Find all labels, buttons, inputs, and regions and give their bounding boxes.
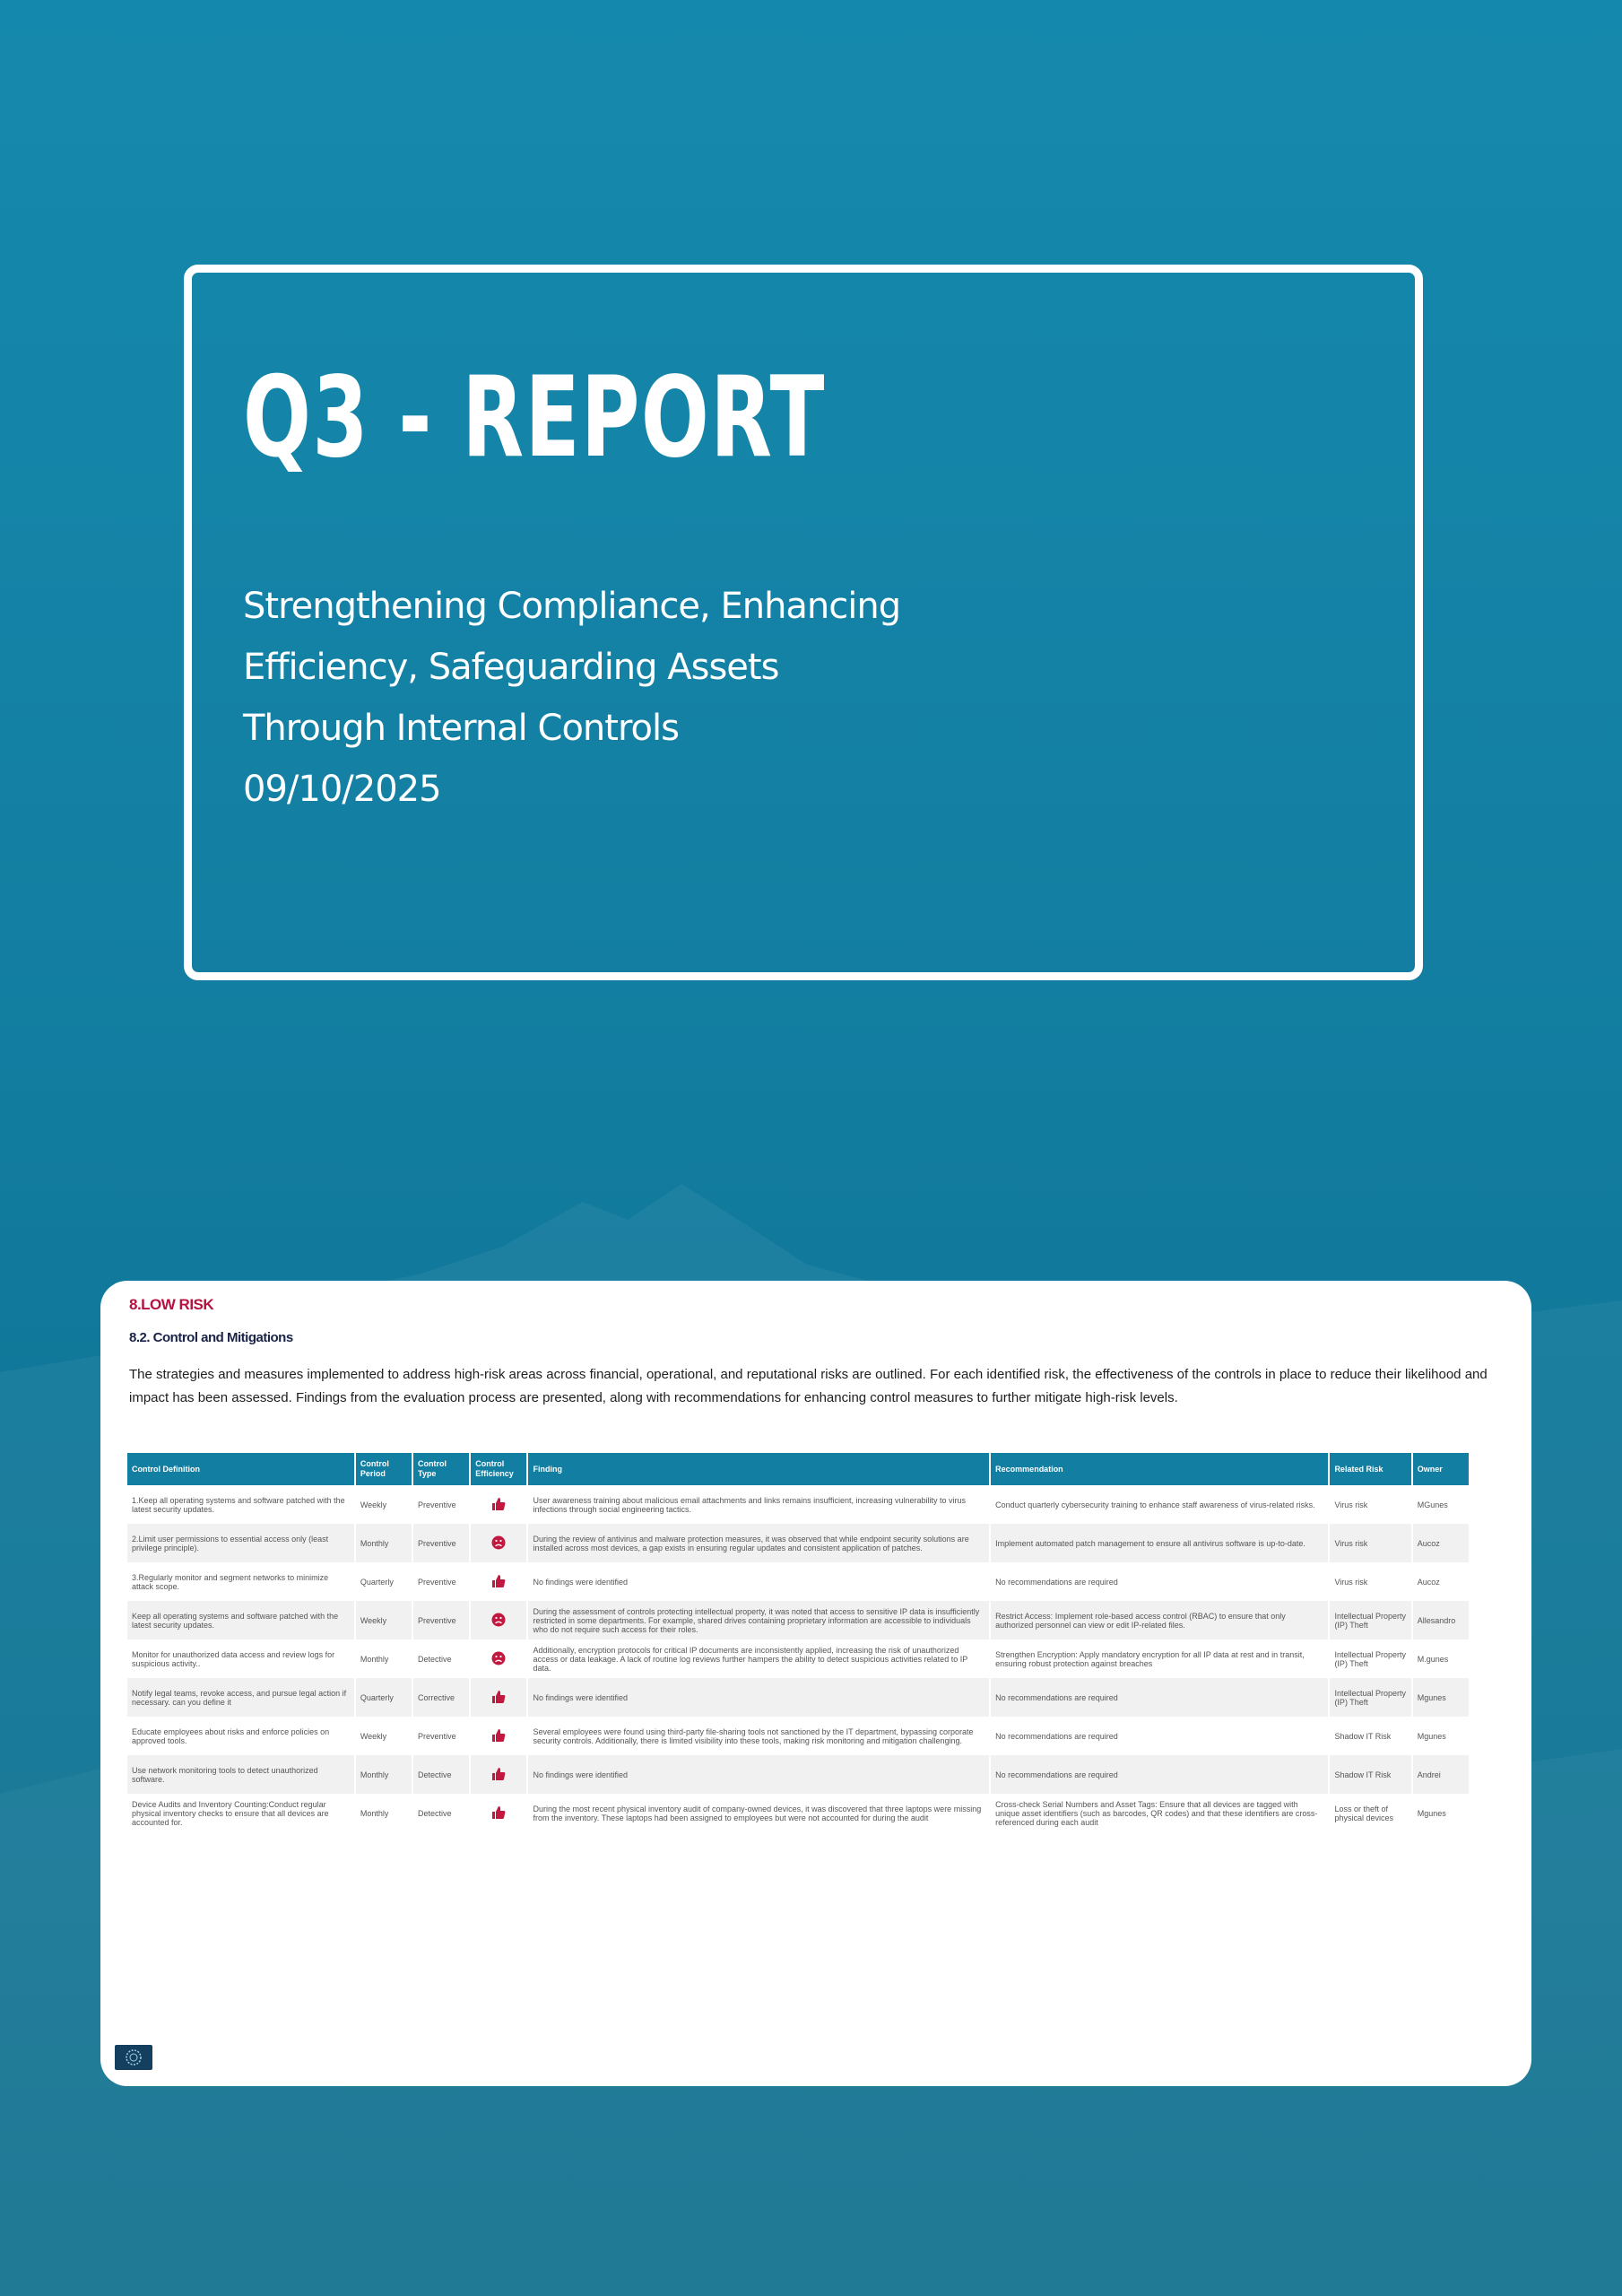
related-risk-cell: Virus risk — [1334, 1577, 1368, 1587]
recommendation-cell: No recommendations are required — [995, 1731, 1118, 1741]
finding-cell: No findings were identified — [533, 1577, 629, 1587]
control-efficiency-cell — [471, 1524, 526, 1562]
column-header: Control Period — [356, 1453, 412, 1485]
column-header: Control Definition — [127, 1453, 354, 1485]
column-header: Related Risk — [1330, 1453, 1410, 1485]
table-row — [127, 1794, 1469, 1832]
control-type-cell: Preventive — [418, 1731, 456, 1741]
control-type-cell: Detective — [418, 1808, 452, 1818]
control-definition-cell: Use network monitoring tools to detect unauthorized software. — [127, 1755, 354, 1794]
control-type-cell: Detective — [418, 1654, 452, 1664]
control-definition-cell: Keep all operating systems and software patched with the latest security updates. — [127, 1601, 354, 1639]
page-preview-card — [100, 1281, 1531, 2086]
owner-cell: Andrei — [1413, 1755, 1469, 1794]
report-title: Q3 - REPORT — [243, 353, 826, 483]
recommendation-cell: No recommendations are required — [995, 1577, 1118, 1587]
recommendation-cell: No recommendations are required — [991, 1678, 1328, 1717]
table-row — [127, 1639, 1469, 1678]
table-row — [127, 1717, 1469, 1755]
column-header: Finding — [528, 1453, 989, 1485]
table-row — [127, 1562, 1469, 1601]
thumbs-up-icon — [491, 1774, 506, 1783]
control-definition-cell: Educate employees about risks and enforce policies on approved tools. — [132, 1726, 330, 1745]
control-type-cell: Corrective — [413, 1678, 469, 1717]
control-period-cell: Quarterly — [360, 1577, 394, 1587]
owner-cell: Mgunes — [1417, 1731, 1446, 1741]
control-efficiency-cell — [471, 1639, 526, 1678]
related-risk-cell: Virus risk — [1334, 1500, 1368, 1509]
related-risk-cell: Loss or theft of physical devices — [1334, 1804, 1393, 1822]
finding-cell: User awareness training about malicious email attachments and links remains insufficient, increasing vulnerability to virus infections through social engineering tactics. — [533, 1495, 967, 1514]
control-efficiency-cell — [471, 1601, 526, 1639]
control-efficiency-cell — [471, 1755, 526, 1794]
thumbs-up-icon — [491, 1697, 506, 1706]
subsection-heading: 8.2. Control and Mitigations — [129, 1330, 293, 1345]
control-definition-cell: 2.Limit user permissions to essential access only (least privilege principle). — [127, 1524, 354, 1562]
column-header: Owner — [1413, 1453, 1469, 1485]
table-row — [127, 1678, 1469, 1717]
owner-cell: Aucoz — [1417, 1577, 1440, 1587]
owner-cell: Allesandro — [1413, 1601, 1469, 1639]
control-type-cell: Preventive — [418, 1577, 456, 1587]
subtitle-line: Strengthening Compliance, Enhancing — [243, 586, 901, 627]
related-risk-cell: Intellectual Property (IP) Theft — [1330, 1678, 1410, 1717]
owner-cell: M.gunes — [1417, 1654, 1449, 1664]
control-type-cell: Preventive — [413, 1524, 469, 1562]
related-risk-cell: Intellectual Property (IP) Theft — [1334, 1649, 1406, 1668]
recommendation-cell: Restrict Access: Implement role-based access control (RBAC) to ensure that only authorized personnel can view or edit IP-related files. — [991, 1601, 1328, 1639]
recommendation-cell: Strengthen Encryption: Apply mandatory encryption for all IP data at rest and in transit, ensuring robust protection against breaches — [995, 1649, 1305, 1668]
control-definition-cell: 3.Regularly monitor and segment networks to minimize attack scope. — [132, 1572, 329, 1591]
control-efficiency-cell — [471, 1562, 526, 1601]
cover-title-card — [184, 265, 1423, 980]
control-period-cell: Weekly — [356, 1601, 412, 1639]
thumbs-up-icon — [491, 1735, 506, 1744]
recommendation-cell: Cross-check Serial Numbers and Asset Tags: Ensure that all devices are tagged with unique asset identifiers (such as barcodes, QR codes) and that these identifiers are cross-referenced during each audit — [995, 1799, 1318, 1827]
sad-face-icon — [491, 1658, 506, 1667]
table-row — [127, 1524, 1469, 1562]
control-period-cell: Monthly — [360, 1808, 389, 1818]
finding-cell: During the assessment of controls protecting intellectual property, it was noted that access to sensitive IP data is insufficiently restricted in some departments. For example, shared drives containing proprietary information are accessible to individuals who do not require such access for their roles. — [528, 1601, 989, 1639]
control-definition-cell: 1.Keep all operating systems and software patched with the latest security updates. — [132, 1495, 345, 1514]
control-period-cell: Monthly — [360, 1654, 389, 1664]
recommendation-cell: Conduct quarterly cybersecurity training to enhance staff awareness of virus-related risks. — [995, 1500, 1315, 1509]
control-period-cell: Weekly — [360, 1731, 387, 1741]
thumbs-up-icon — [491, 1813, 506, 1822]
related-risk-cell: Shadow IT Risk — [1334, 1731, 1392, 1741]
report-subtitle — [243, 576, 900, 820]
control-definition-cell: Monitor for unauthorized data access and review logs for suspicious activity.. — [132, 1649, 335, 1668]
section-heading: 8.LOW RISK — [129, 1296, 214, 1313]
controls-table — [126, 1453, 1470, 1832]
thumbs-up-icon — [491, 1504, 506, 1513]
finding-cell: During the review of antivirus and malware protection measures, it was observed that while endpoint security solutions are installed across most devices, a gap exists in ensuring regular updates and consistent application of patches. — [528, 1524, 989, 1562]
control-efficiency-cell — [471, 1794, 526, 1832]
finding-cell: No findings were identified — [528, 1755, 989, 1794]
thumbs-up-icon — [491, 1581, 506, 1590]
subtitle-line: Efficiency, Safeguarding Assets — [243, 647, 779, 688]
finding-cell: During the most recent physical inventory audit of company-owned devices, it was discovered that three laptops were missing from the inventory. These laptops had been assigned to employees but were not accounted for during the audit — [533, 1804, 982, 1822]
recommendation-cell: Implement automated patch management to ensure all antivirus software is up-to-date. — [991, 1524, 1328, 1562]
control-type-cell: Detective — [413, 1755, 469, 1794]
control-type-cell: Preventive — [413, 1601, 469, 1639]
finding-cell: Several employees were found using third-party file-sharing tools not sanctioned by the IT department, bypassing corporate security controls. Additionally, there is limited visibility into these tools, making risk monitoring and mitigation challenging. — [533, 1726, 974, 1745]
column-header: Recommendation — [991, 1453, 1328, 1485]
owner-cell: Mgunes — [1417, 1808, 1446, 1818]
column-header: Control Efficiency — [471, 1453, 526, 1485]
owner-cell: MGunes — [1417, 1500, 1448, 1509]
control-period-cell: Weekly — [360, 1500, 387, 1509]
finding-cell: No findings were identified — [528, 1678, 989, 1717]
control-period-cell: Monthly — [356, 1524, 412, 1562]
sad-face-icon — [491, 1620, 506, 1629]
related-risk-cell: Virus risk — [1330, 1524, 1410, 1562]
sad-face-icon — [491, 1543, 506, 1552]
control-definition-cell: Notify legal teams, revoke access, and pursue legal action if necessary. can you define it — [127, 1678, 354, 1717]
control-period-cell: Monthly — [356, 1755, 412, 1794]
intro-paragraph: The strategies and measures implemented to address high-risk areas across financial, operational, and reputational risks are outlined. For each identified risk, the effectiveness of the controls in place to reduce their likelihood and impact has been assessed. Findings from the evaluation process are presented, along with recommendations for enhancing control measures to further mitigate high-risk levels. — [129, 1367, 1488, 1405]
related-risk-cell: Intellectual Property (IP) Theft — [1330, 1601, 1410, 1639]
recommendation-cell: No recommendations are required — [991, 1755, 1328, 1794]
control-efficiency-cell — [471, 1678, 526, 1717]
column-header: Control Type — [413, 1453, 469, 1485]
control-efficiency-cell — [471, 1485, 526, 1524]
related-risk-cell: Shadow IT Risk — [1330, 1755, 1410, 1794]
globe-logo-icon — [115, 2045, 152, 2070]
control-period-cell: Quarterly — [356, 1678, 412, 1717]
owner-cell: Mgunes — [1413, 1678, 1469, 1717]
control-efficiency-cell — [471, 1717, 526, 1755]
subtitle-line: Through Internal Controls — [243, 708, 679, 749]
table-row — [127, 1485, 1469, 1524]
report-date: 09/10/2025 — [243, 769, 441, 810]
control-type-cell: Preventive — [418, 1500, 456, 1509]
table-header-row — [127, 1453, 1469, 1485]
control-definition-cell: Device Audits and Inventory Counting:Conduct regular physical inventory checks to ensure that all devices are accounted for. — [132, 1799, 329, 1827]
owner-cell: Aucoz — [1413, 1524, 1469, 1562]
finding-cell: Additionally, encryption protocols for critical IP documents are inconsistently applied, increasing the risk of unauthorized access or data leakage. A lack of routine log reviews further hampers the ability to detect suspicious activities related to IP data. — [533, 1645, 968, 1673]
table-row — [127, 1601, 1469, 1639]
table-row — [127, 1755, 1469, 1794]
